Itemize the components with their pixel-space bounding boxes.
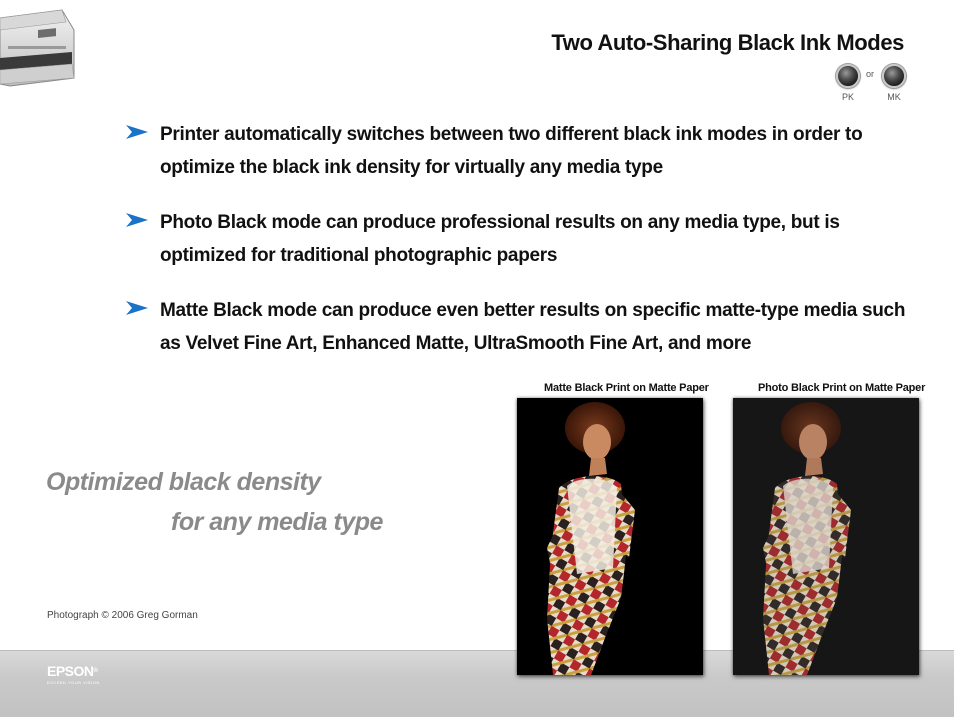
ink-mode-pk-label: PK [841,92,854,102]
ink-mode-pk [836,64,860,102]
bullet-item [126,206,906,272]
printer-image [0,0,76,88]
portrait-photo-image [733,398,919,675]
tagline-line-2: for any media type [171,508,383,536]
ink-mode-mk-label: MK [887,92,901,102]
logo-trademark: ® [93,668,98,674]
arrow-bullet-icon [126,213,148,227]
photo-caption-photo-black: Photo Black Print on Matte Paper [758,382,926,394]
bullet-text: Photo Black mode can produce professional results on any media type, but is optimized for traditional photographic papers [160,212,840,266]
arrow-bullet-icon [126,301,148,315]
bullet-item [126,118,906,184]
ink-cartridge-icon [836,64,860,88]
logo-brand: EPSON [47,663,94,679]
photo-matte-black-print [517,398,703,675]
bullet-text: Matte Black mode can produce even better results on specific matte-type media such as Velvet Fine Art, Enhanced Matte, UltraSmooth Fine Art, and more [160,300,906,354]
bullet-list [126,118,906,382]
ink-mode-mk [882,64,906,102]
slide-title: Two Auto-Sharing Black Ink Modes [551,30,904,55]
logo-slogan: EXCEED YOUR VISION [47,680,100,685]
bullet-item [126,294,906,360]
bullet-text: Printer automatically switches between two different black ink modes in order to optimize the black ink density for virtually any media type [160,124,863,178]
tagline-line-1: Optimized black density [46,468,321,496]
ink-mode-or-label: or [866,69,875,79]
photo-caption-matte-black: Matte Black Print on Matte Paper [544,382,709,394]
arrow-bullet-icon [126,125,148,139]
epson-logo [47,664,100,685]
photo-credit: Photograph © 2006 Greg Gorman [47,610,198,621]
portrait-photo-image [517,398,703,675]
photo-photo-black-print [733,398,919,675]
ink-cartridge-icon [882,64,906,88]
